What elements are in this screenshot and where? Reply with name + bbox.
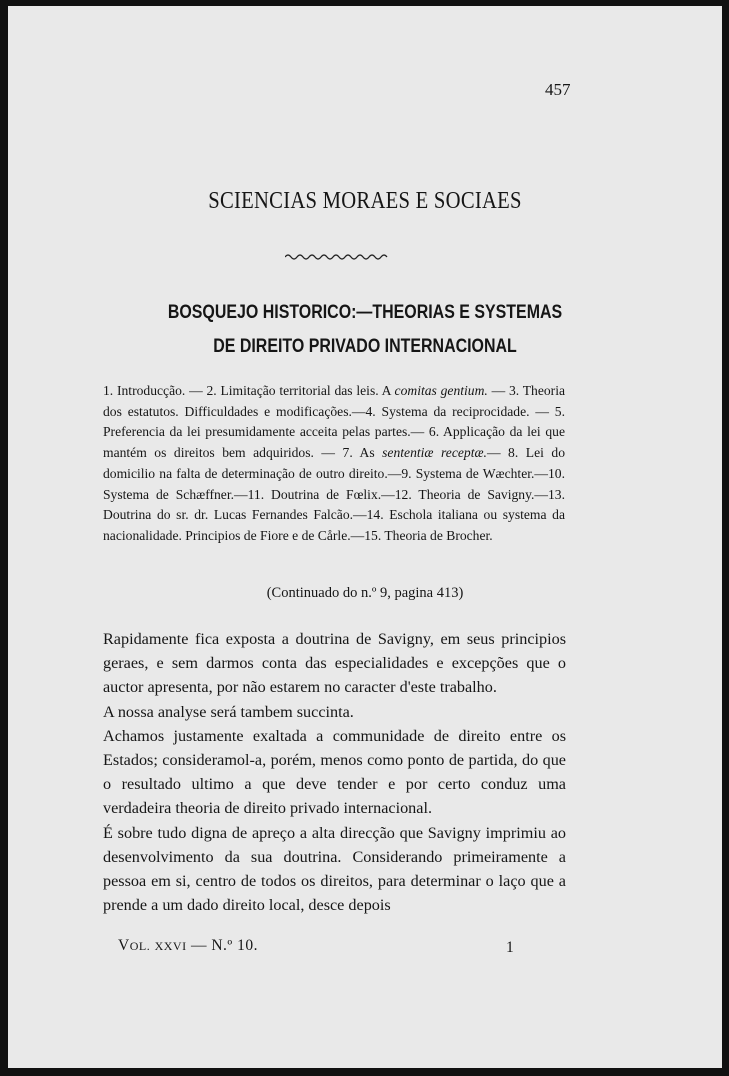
summary-text-2: — 3. Theoria dos estatutos. Difficuldades e modificações.—4. Systema da reciprocidade. — 5. Preferencia da lei presumidamente acceita pelas partes.— 6. Applicação da lei que mantém os direitos bem adquiridos. — 7. As xyxy=(103,383,566,461)
signature-mark: 1 xyxy=(506,939,514,956)
summary-text-1: 1. Introducção. — 2. Limitação territorial das leis. A xyxy=(103,383,395,398)
page-number: 457 xyxy=(545,80,571,99)
paragraph: É sobre tudo digna de apreço a alta direcção que Savigny imprimiu ao desenvolvimento da sua doutrina. Considerando primeiramente a pessoa em si, centro de todos os direitos, para determinar o laço que a prende a um dado direito local, desce depois xyxy=(103,823,566,915)
summary-text-3: — 8. Lei do domicilio na falta de determinação de outro direito.—9. Systema de Wæchter.—10. Systema de Schæffner.—11. Doutrina de Fœlix.—12. Theoria de Savigny.—13. Doutrina do sr. dr. Lucas Fernandes Falcão.—14. Eschola italiana ou systema da nacionalidade. Principios de Fiore e de Cårle.—15. Theoria de Brocher. xyxy=(103,445,565,543)
article-title-line-1: BOSQUEJO HISTORICO:—THEORIAS E SYSTEMAS xyxy=(167,302,563,323)
document-page xyxy=(8,6,722,1068)
summary-italic-2: sententiæ receptæ. xyxy=(382,445,487,461)
chapter-summary xyxy=(103,381,565,547)
paragraph: Achamos justamente exaltada a communidade de direito entre os Estados; consideramol-a, porém, menos como ponto de partida, do que o resultado ultimo a que deve tender e por certo conduz uma verdadeira theoria de direito privado internacional. xyxy=(103,726,566,818)
paragraph: A nossa analyse será tambem succinta. xyxy=(103,702,354,721)
continuation-note: (Continuado do n.º 9, pagina 413) xyxy=(266,585,464,601)
paragraph: Rapidamente fica exposta a doutrina de Savigny, em seus principios geraes, e sem darmos conta das especialidades e excepções que o auctor apresenta, por não estarem no caracter d'este trabalho. xyxy=(103,630,566,697)
article-title-line-2: DE DIREITO PRIVADO INTERNACIONAL xyxy=(213,336,517,357)
volume-prefix: V xyxy=(118,937,130,954)
body-text xyxy=(103,627,566,917)
issue-number: — N.º 10. xyxy=(190,937,258,954)
summary-italic-1: comitas gentium. xyxy=(394,383,488,398)
wavy-rule-ornament xyxy=(285,252,391,262)
volume-number: XXVI xyxy=(154,939,187,953)
section-title: SCIENCIAS MORAES E SOCIAES xyxy=(208,188,522,214)
volume-label: OL. xyxy=(129,939,151,953)
volume-issue-line xyxy=(118,937,258,955)
